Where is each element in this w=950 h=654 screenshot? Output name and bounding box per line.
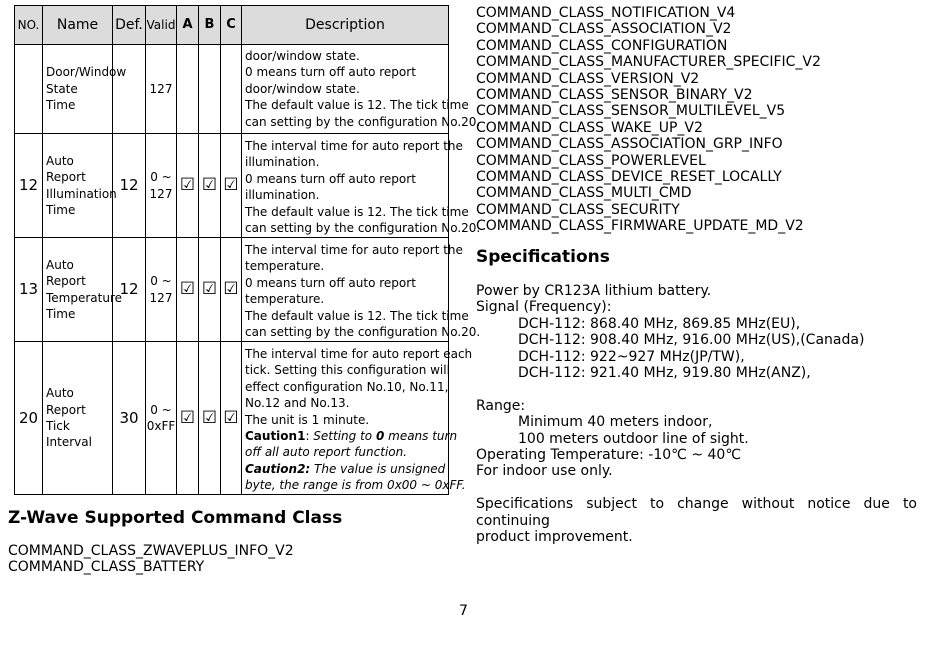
row-name: Auto Report Illumination Time [43, 134, 113, 238]
header-c: C [221, 6, 242, 45]
header-def: Def. [113, 6, 146, 45]
spec-spacer [476, 480, 917, 496]
description-line: can setting by the configuration No.20. [245, 221, 481, 236]
description-line: temperature. [245, 259, 325, 274]
spec-signal-line: DCH-112: 908.40 MHz, 916.00 MHz(US),(Canada) [518, 332, 865, 349]
spec-notice-line1: Specifications subject to change without notice due to continuing [476, 496, 917, 529]
specifications-body [476, 283, 917, 545]
header-valid: Valid [146, 6, 177, 45]
command-class-item: COMMAND_CLASS_ASSOCIATION_GRP_INFO [476, 136, 783, 153]
command-class-item: COMMAND_CLASS_CONFIGURATION [476, 37, 728, 54]
command-class-item: COMMAND_CLASS_ASSOCIATION_V2 [476, 21, 732, 38]
description-line: The interval time for auto report each [245, 347, 473, 361]
caution1-zero: 0 [375, 429, 385, 444]
caution2-text: The value is unsigned [310, 461, 446, 476]
description-line: 0 means turn off auto report [245, 275, 416, 290]
description-line: The interval time for auto report the [245, 139, 463, 153]
description-line: door/window state. [245, 81, 360, 96]
row-check-c: ☑ [221, 342, 242, 495]
spec-operating-temperature: Operating Temperature: -10℃ ~ 40℃ [476, 447, 742, 464]
page-number: 7 [459, 603, 468, 619]
row-check-b: ☑ [199, 238, 221, 342]
description-line: temperature. [245, 292, 325, 307]
row-check-c: ☑ [221, 238, 242, 342]
command-class-item: COMMAND_CLASS_POWERLEVEL [476, 152, 706, 169]
table-row [15, 342, 449, 495]
row-default [113, 45, 146, 134]
row-check-b: ☑ [199, 134, 221, 238]
spec-range-line: 100 meters outdoor line of sight. [518, 430, 749, 447]
row-check-a: ☑ [177, 134, 199, 238]
description-line: No.12 and No.13. [245, 396, 350, 411]
spec-range-label: Range: [476, 397, 526, 414]
row-check-b [199, 45, 221, 134]
description-line: The default value is 12. The tick time [245, 204, 469, 219]
command-class-item: COMMAND_CLASS_SENSOR_MULTILEVEL_V5 [476, 103, 786, 120]
caution1-separator: : [305, 429, 314, 444]
caution1-line [245, 428, 458, 444]
command-class-item: COMMAND_CLASS_SENSOR_BINARY_V2 [476, 87, 753, 104]
row-valid: 0 ~ 127 [146, 238, 177, 342]
caution1-text-b: means turn [384, 429, 458, 444]
description-line: can setting by the configuration No.20. [245, 114, 481, 129]
caution2-line2: byte, the range is from 0x00 ~ 0xFF. [245, 478, 466, 493]
description-line: The interval time for auto report the [245, 243, 463, 257]
description-line: tick. Setting this configuration will [245, 363, 450, 378]
spec-signal-line: DCH-112: 868.40 MHz, 869.85 MHz(EU), [518, 315, 801, 332]
row-default: 12 [113, 134, 146, 238]
caution1-text-a: Setting to [313, 429, 376, 444]
row-check-b: ☑ [199, 342, 221, 495]
table-row [15, 238, 449, 342]
command-class-item: COMMAND_CLASS_ZWAVEPLUS_INFO_V2 [8, 543, 294, 559]
zwave-command-list-left [8, 543, 294, 576]
description-line: illumination. [245, 188, 320, 203]
command-class-item: COMMAND_CLASS_MULTI_CMD [476, 185, 692, 202]
spec-notice-line2: product improvement. [476, 529, 633, 546]
row-valid: 0 ~ 127 [146, 134, 177, 238]
row-default: 30 [113, 342, 146, 495]
command-class-item: COMMAND_CLASS_NOTIFICATION_V4 [476, 5, 736, 21]
row-name: Door/Window State Time [43, 45, 113, 134]
description-line: door/window state. [245, 49, 360, 63]
description-line: The default value is 12. The tick time [245, 98, 469, 113]
zwave-command-list-right [476, 5, 821, 235]
caution2-label: Caution2: [245, 461, 311, 476]
row-description [242, 45, 481, 134]
table-row [15, 45, 449, 134]
row-check-c: ☑ [221, 134, 242, 238]
row-name: Auto Report Temperature Time [43, 238, 113, 342]
spec-range-line: Minimum 40 meters indoor, [518, 414, 713, 431]
caution2-line [245, 461, 446, 477]
caution1-line2: off all auto report function. [245, 445, 408, 460]
row-valid: 127 [146, 45, 177, 134]
row-description [242, 134, 481, 238]
row-description [242, 238, 481, 342]
row-no: 20 [15, 342, 43, 495]
spec-power: Power by CR123A lithium battery. [476, 283, 712, 299]
header-name: Name [43, 6, 113, 45]
table-header-row [15, 6, 449, 45]
command-class-item: COMMAND_CLASS_VERSION_V2 [476, 70, 700, 87]
row-check-a: ☑ [177, 342, 199, 495]
description-line: The default value is 12. The tick time [245, 308, 469, 323]
header-a: A [177, 6, 199, 45]
row-no [15, 45, 43, 134]
header-no: NO. [15, 6, 43, 45]
row-description [242, 342, 473, 495]
header-description: Description [242, 6, 449, 45]
row-name: Auto Report Tick Interval [43, 342, 113, 495]
command-class-item: COMMAND_CLASS_WAKE_UP_V2 [476, 119, 703, 136]
zwave-heading: Z-Wave Supported Command Class [8, 508, 343, 528]
row-check-a: ☑ [177, 238, 199, 342]
spec-signal-line: DCH-112: 921.40 MHz, 919.80 MHz(ANZ), [518, 365, 811, 382]
command-class-item: COMMAND_CLASS_MANUFACTURER_SPECIFIC_V2 [476, 54, 821, 71]
row-default: 12 [113, 238, 146, 342]
description-line: illumination. [245, 155, 320, 170]
parameter-table [14, 5, 481, 495]
row-check-a [177, 45, 199, 134]
spec-indoor-use: For indoor use only. [476, 463, 613, 480]
description-line: 0 means turn off auto report [245, 171, 416, 186]
description-line: can setting by the configuration No.20. [245, 325, 481, 340]
spec-signal-line: DCH-112: 922~927 MHz(JP/TW), [518, 348, 745, 365]
caution1-label: Caution1 [245, 429, 306, 444]
description-line: effect configuration No.10, No.11, [245, 379, 449, 394]
command-class-item: COMMAND_CLASS_FIRMWARE_UPDATE_MD_V2 [476, 218, 804, 235]
command-class-item: COMMAND_CLASS_DEVICE_RESET_LOCALLY [476, 169, 782, 186]
row-check-c [221, 45, 242, 134]
row-no: 13 [15, 238, 43, 342]
command-class-item: COMMAND_CLASS_BATTERY [8, 559, 205, 576]
specifications-heading: Specifications [476, 247, 610, 267]
row-valid: 0 ~ 0xFF [146, 342, 177, 495]
description-line: 0 means turn off auto report [245, 65, 416, 80]
spec-signal-label: Signal (Frequency): [476, 299, 612, 316]
command-class-item: COMMAND_CLASS_SECURITY [476, 201, 680, 218]
spec-spacer [476, 381, 917, 397]
row-no: 12 [15, 134, 43, 238]
table-row [15, 134, 449, 238]
description-line: The unit is 1 minute. [245, 412, 370, 427]
header-b: B [199, 6, 221, 45]
